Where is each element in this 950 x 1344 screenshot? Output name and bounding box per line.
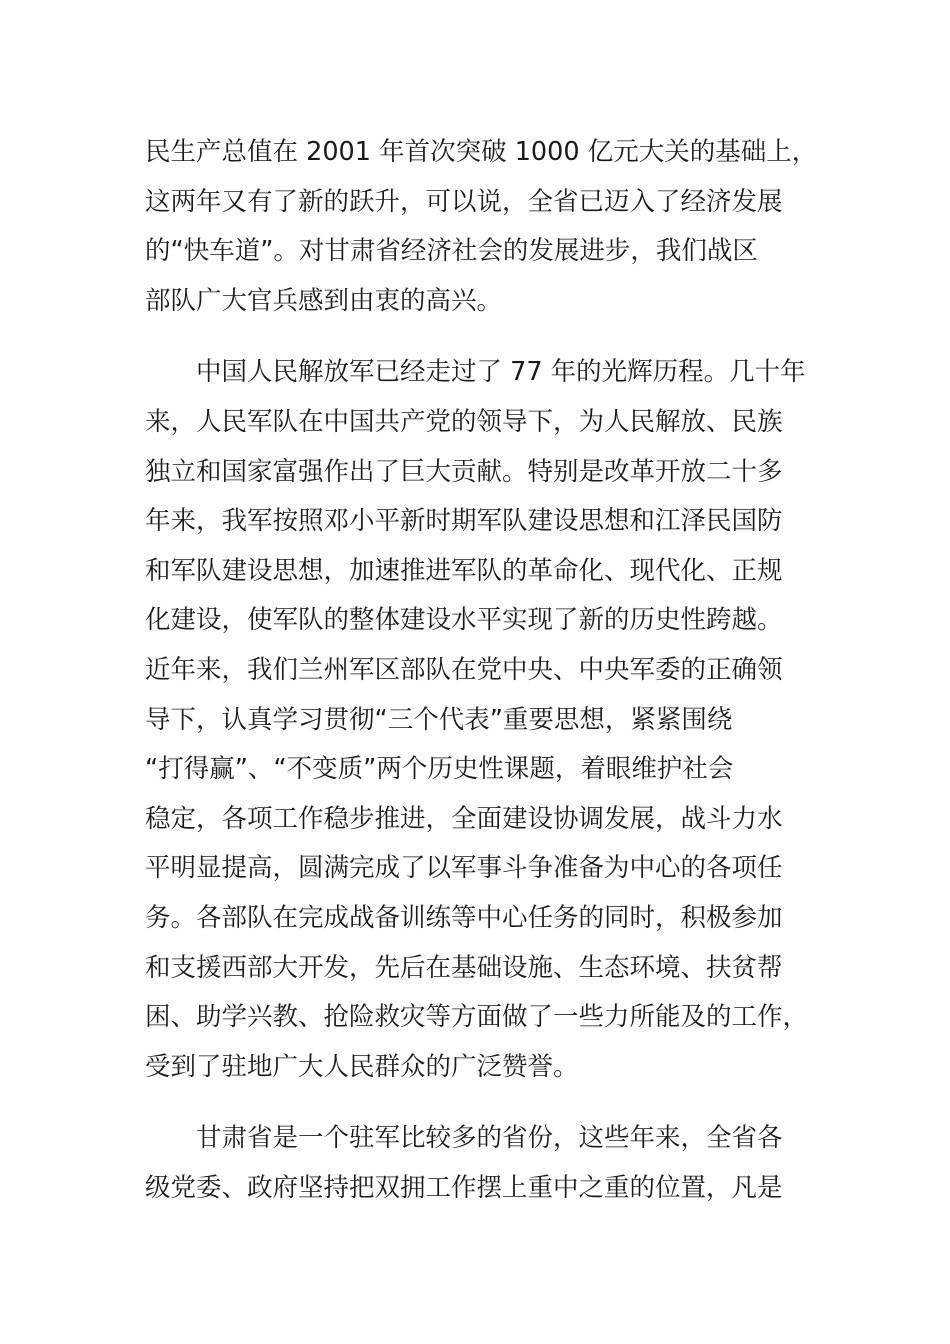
paragraph-2 <box>145 348 809 1092</box>
text-line: 和军队建设思想，加速推进军队的革命化、现代化、正规 <box>145 555 783 586</box>
text-line: 化建设，使军队的整体建设水平实现了新的历史性跨越。 <box>145 605 783 636</box>
text-line: 稳定，各项工作稳步推进，全面建设协调发展，战斗力水 <box>145 803 783 834</box>
text-line: 甘肃省是一个驻军比较多的省份，这些年来，全省各 <box>145 1123 783 1154</box>
text-line: 受到了驻地广大人民群众的广泛赞誉。 <box>145 1051 579 1082</box>
text-line: 部队广大官兵感到由衷的高兴。 <box>145 285 503 316</box>
paragraph-3 <box>145 1114 805 1213</box>
paragraph-1 <box>145 128 818 326</box>
text-line: 这两年又有了新的跃升，可以说，全省已迈入了经济发展 <box>145 186 783 217</box>
text-line: 中国人民解放军已经走过了 77 年的光辉历程。几十年 <box>145 357 806 388</box>
text-line: 独立和国家富强作出了巨大贡献。特别是改革开放二十多 <box>145 456 783 487</box>
text-line: 务。各部队在完成战备训练等中心任务的同时，积极参加 <box>145 902 783 933</box>
document-body <box>145 128 818 1213</box>
text-line: 平明显提高，圆满完成了以军事斗争准备为中心的各项任 <box>145 853 783 884</box>
text-line: 导下，认真学习贯彻“三个代表”重要思想，紧紧围绕 <box>145 704 733 735</box>
text-line: 民生产总值在 2001 年首次突破 1000 亿元大关的基础上， <box>145 137 818 167</box>
text-line: 来，人民军队在中国共产党的领导下，为人民解放、民族 <box>145 406 783 437</box>
text-line: 级党委、政府坚持把双拥工作摆上重中之重的位置，凡是 <box>145 1172 783 1203</box>
text-line: 困、助学兴教、抢险救灾等方面做了一些力所能及的工作， <box>145 1002 809 1033</box>
text-line: 和支援西部大开发，先后在基础设施、生态环境、扶贫帮 <box>145 952 783 983</box>
text-line: 的“快车道”。对甘肃省经济社会的发展进步，我们战区 <box>145 236 758 267</box>
text-line: 近年来，我们兰州军区部队在党中央、中央军委的正确领 <box>145 654 783 685</box>
text-line: 年来，我军按照邓小平新时期军队建设思想和江泽民国防 <box>145 506 783 537</box>
text-line: “打得赢”、“不变质”两个历史性课题，着眼维护社会 <box>145 754 734 785</box>
